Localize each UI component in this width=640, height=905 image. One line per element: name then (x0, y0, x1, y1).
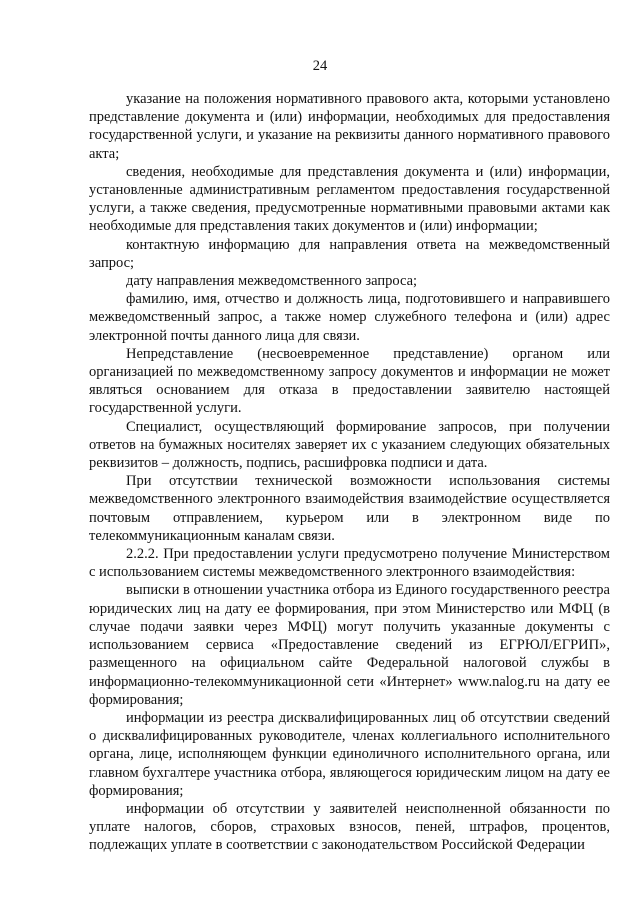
paragraph: 2.2.2. При предоставлении услуги предусмотрено получение Министерством с использованием системы межведомственного электронного взаимодействия: (89, 546, 610, 581)
paragraph: сведения, необходимые для представления документа и (или) информации, установленные административным регламентом предоставления государственной услуги, а также сведения, предусмотренные нормативными правовыми актами как необходимые для представления таких документов и (или) информации; (89, 163, 610, 235)
paragraph: информации об отсутствии у заявителей неисполненной обязанности по уплате налогов, сборов, страховых взносов, пеней, штрафов, процентов, подлежащих уплате в соответствии с законодательством Российской Федерации (89, 800, 610, 854)
document-body (89, 90, 610, 855)
page-number: 24 (312, 58, 328, 74)
paragraph: При отсутствии технической возможности использования системы межведомственного электронного взаимодействия взаимодействие осуществляется почтовым отправлением, курьером или в электронном виде по телекоммуникационным каналам связи. (89, 473, 610, 544)
paragraph: выписки в отношении участника отбора из Единого государственного реестра юридических лиц на дату ее формирования, при этом Министерство или МФЦ (в случае подачи заявки через МФЦ) могут получить указанные документы с использованием сервиса «Предоставление сведений из ЕГРЮЛ/ЕГРИП», размещенного на официальном сайте Федеральной налоговой службы в информационно-телекоммуникационной сети «Интернет» www.nalog.ru на дату ее формирования; (89, 582, 610, 708)
paragraph: дату направления межведомственного запроса; (126, 273, 418, 290)
paragraph: контактную информацию для направления ответа на межведомственный запрос; (89, 236, 610, 271)
paragraph: указание на положения нормативного правового акта, которыми установлено представление документа и (или) информации, необходимых для предоставления государственной услуги, и указание на реквизиты данного нормативного правового акта; (89, 91, 610, 162)
paragraph: информации из реестра дисквалифицированных лиц об отсутствии сведений о дисквалифицированных руководителе, членах коллегиального исполнительного органа, лице, исполняющем функции единоличного исполнительного органа, или главном бухгалтере участника отбора, являющегося юридическим лицом на дату ее формирования; (89, 709, 610, 799)
paragraph: фамилию, имя, отчество и должность лица, подготовившего и направившего межведомственный запрос, а также номер служебного телефона и (или) адрес электронной почты данного лица для связи. (89, 291, 610, 344)
paragraph: Специалист, осуществляющий формирование запросов, при получении ответов на бумажных носителях заверяет их с указанием следующих обязательных реквизитов – должность, подпись, расшифровка подписи и дата. (89, 418, 610, 472)
paragraph: Непредставление (несвоевременное представление) органом или организацией по межведомственному запросу документов и информации не может являться основанием для отказа в предоставлении заявителю настоящей государственной услуги. (89, 345, 610, 417)
